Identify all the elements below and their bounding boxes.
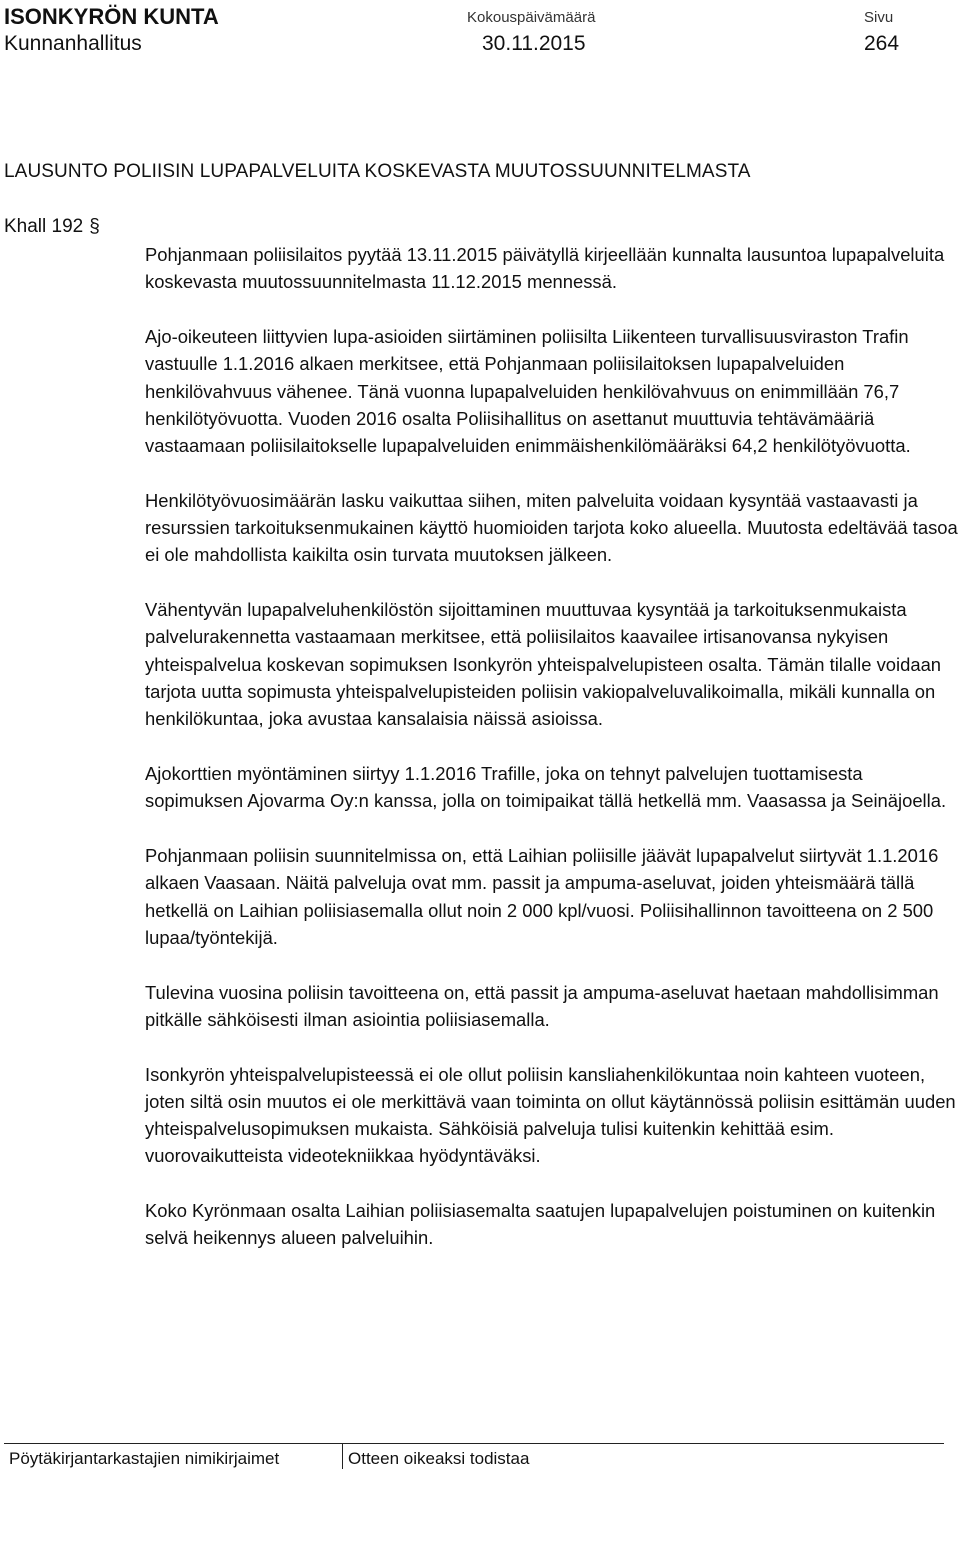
section-id: Khall 192 bbox=[4, 216, 84, 237]
document-body bbox=[145, 241, 960, 1279]
footer-divider bbox=[342, 1443, 343, 1469]
paragraph-isonkyro: Isonkyrön yhteispalvelupisteessä ei ole ollut poliisin kansliahenkilökuntaa noin kahteen vuoteen, joten siltä osin muutos ei ole merkittävä vaan toiminta on ollut käytännössä poliisin esittämän uuden yhteispalvelusopimuksen mukaista. Sähköisiä palveluja tulisi kuitenkin kehittää esim. vuorovaikutteista videotekniikkaa hyödyntäväksi. bbox=[145, 1063, 956, 1167]
paragraph-driving-licenses: Ajokorttien myöntäminen siirtyy 1.1.2016 Trafille, joka on tehnyt palvelujen tuottamisesta sopimuksen Ajovarma Oy:n kanssa, jolla on toimipaikat tällä hetkellä mm. Vaasassa ja Seinäjoella. bbox=[145, 763, 947, 812]
organization-name: ISONKYRÖN KUNTA bbox=[4, 4, 219, 29]
footer-certified-copy: Otteen oikeaksi todistaa bbox=[348, 1449, 530, 1468]
meeting-date: 30.11.2015 bbox=[482, 32, 586, 55]
paragraph-impact: Henkilötyövuosimäärän lasku vaikuttaa siihen, miten palveluita voidaan kysyntää vastaavasti ja resurssien tarkoituksenmukainen käyttö huomioiden tarjota koko alueella. Muutosta edeltävää tasoa ei ole mahdollista kaikilta osin turvata muutoksen jälkeen. bbox=[145, 489, 958, 566]
meeting-date-label: Kokouspäivämäärä bbox=[467, 9, 596, 26]
section-heading bbox=[4, 216, 100, 238]
governing-body: Kunnanhallitus bbox=[4, 32, 142, 55]
document-title: LAUSUNTO POLIISIN LUPAPALVELUITA KOSKEVASTA MUUTOSSUUNNITELMASTA bbox=[4, 161, 751, 182]
section-sign: § bbox=[89, 216, 100, 237]
page-label: Sivu bbox=[864, 9, 894, 26]
paragraph-request: Pohjanmaan poliisilaitos pyytää 13.11.2015 päivätyllä kirjeellään kunnalta lausuntoa lupapalveluita koskevasta muutossuunnitelmasta 11.12.2015 mennessä. bbox=[145, 244, 945, 293]
paragraph-electronic: Tulevina vuosina poliisin tavoitteena on, että passit ja ampuma-aseluvat haetaan mahdollisimman pitkälle sähköisesti ilman asiointia poliisiasemalla. bbox=[145, 981, 939, 1030]
page-number: 264 bbox=[864, 32, 900, 55]
paragraph-conclusion: Koko Kyrönmaan osalta Laihian poliisiasemalta saatujen lupapalvelujen poistuminen on kuitenkin selvä heikennys alueen palveluihin. bbox=[145, 1200, 936, 1249]
footer-examiners-initials: Pöytäkirjantarkastajien nimikirjaimet bbox=[9, 1449, 280, 1468]
paragraph-service-point: Vähentyvän lupapalveluhenkilöstön sijoittaminen muuttuvaa kysyntää ja tarkoituksenmukaista palvelurakennetta vastaamaan merkitsee, että poliisilaitos kaavailee irtisanovansa nykyisen yhteispalvelua koskevan sopimuksen Isonkyrön yhteispalvelupisteen osalta. Tämän tilalle voidaan tarjota uutta sopimusta yhteispalvelupisteiden poliisin vakiopalveluvalikoimalla, mikäli kunnalla on henkilökuntaa, joka avustaa kansalaisia näissä asioissa. bbox=[145, 599, 942, 730]
paragraph-laihia: Pohjanmaan poliisin suunnitelmissa on, että Laihian poliisille jäävät lupapalvelut siirtyvät 1.1.2016 alkaen Vaasaan. Näitä palveluja ovat mm. passit ja ampuma-aseluvat, joiden yhteismäärä tällä hetkellä on Laihian poliisiasemalla ollut noin 2 000 kpl/vuosi. Poliisihallinnon tavoitteena on 2 500 lupaa/työntekijä. bbox=[145, 845, 939, 948]
paragraph-staffing: Ajo-oikeuteen liittyvien lupa-asioiden siirtäminen poliisilta Liikenteen turvallisuusviraston Trafin vastuulle 1.1.2016 alkaen merkitsee, että Pohjanmaan poliisilaitoksen lupapalveluiden henkilövahvuus vähenee. Tänä vuonna lupapalveluiden henkilövahvuus on enimmillään 76,7 henkilötyövuotta. Vuoden 2016 osalta Poliisihallitus on asettanut muuttuvia tehtävämääriä vastaamaan poliisilaitokselle lupapalveluiden enimmäishenkilömääräksi 64,2 henkilötyövuotta. bbox=[145, 325, 911, 457]
footer-rule bbox=[4, 1443, 944, 1444]
